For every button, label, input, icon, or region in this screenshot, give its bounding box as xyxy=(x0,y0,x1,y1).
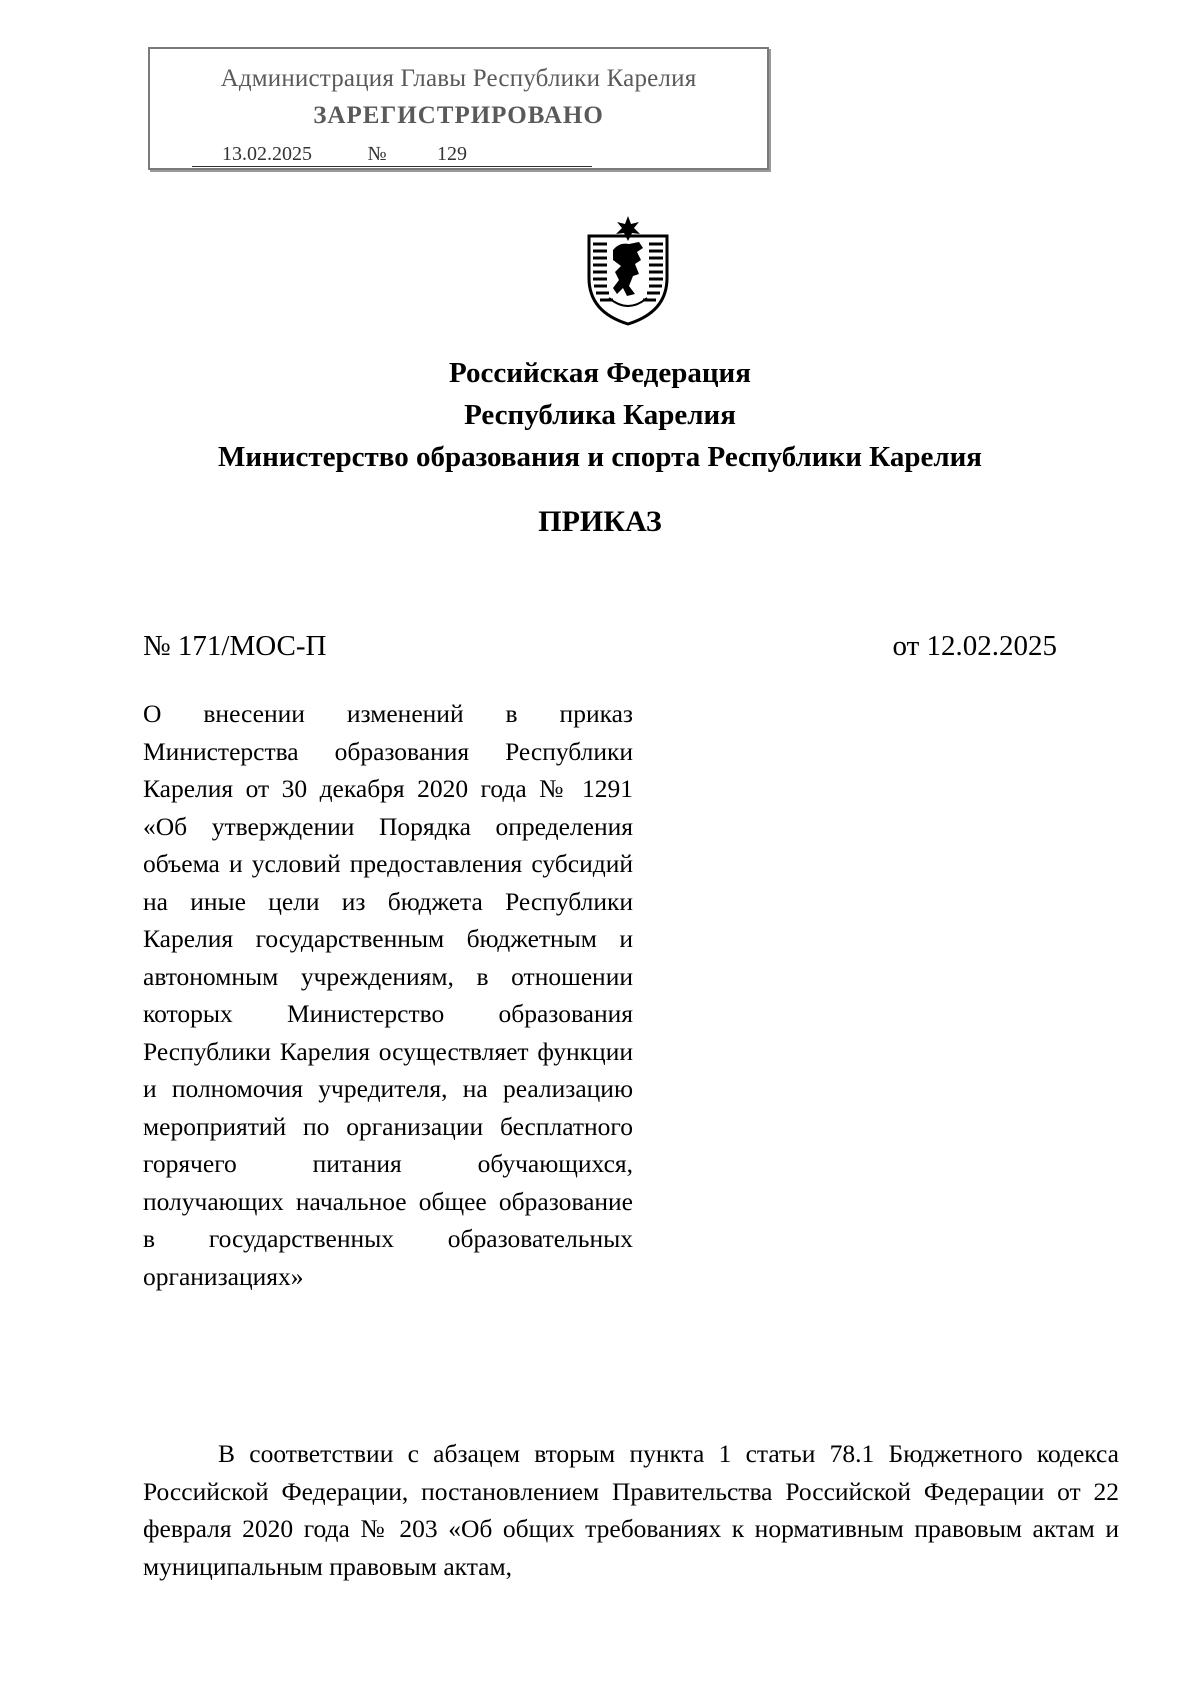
document-type: ПРИКАЗ xyxy=(538,505,662,538)
ministry-name: Министерство образования и спорта Республики Карелия xyxy=(218,441,982,473)
order-date: от 12.02.2025 xyxy=(892,630,1057,662)
order-subject: О внесении изменений в приказ Министерства образования Республики Карелия от 30 декабря 2020 года № 1291 «Об утверждении Порядка определения объема и условий предоставления субсидий на иные цели из бюджета Республики Карелия государственным бюджетным и автономным учреждениям, в отношении которых Министерство образования Республики Карелия осуществляет функции и полномочия учредителя, на реализацию мероприятий по организации бесплатного горячего питания обучающихся, получающих начальное общее образование в государственных образовательных организациях» xyxy=(143,699,633,1291)
order-body-paragraph: В соответствии с абзацем вторым пункта 1 статьи 78.1 Бюджетного кодекса Российской Федерации, постановлением Правительства Российской Федерации от 22 февраля 2020 года № 203 «Об общих требованиях к нормативным правовым актам и муниципальным правовым актам, xyxy=(143,1439,1119,1581)
country-name: Российская Федерация xyxy=(449,357,751,389)
stamp-number-label: № xyxy=(362,143,392,167)
stamp-status: ЗАРЕГИСТРИРОВАНО xyxy=(313,102,604,129)
order-number: № 171/МОС-П xyxy=(143,630,327,662)
karelia-coat-of-arms-icon xyxy=(583,214,673,326)
stamp-number: 129 xyxy=(392,143,592,167)
registration-stamp xyxy=(148,47,769,170)
region-name: Республика Карелия xyxy=(464,399,736,431)
stamp-organization: Администрация Главы Республики Карелия xyxy=(220,65,697,92)
stamp-date: 13.02.2025 xyxy=(192,143,362,167)
